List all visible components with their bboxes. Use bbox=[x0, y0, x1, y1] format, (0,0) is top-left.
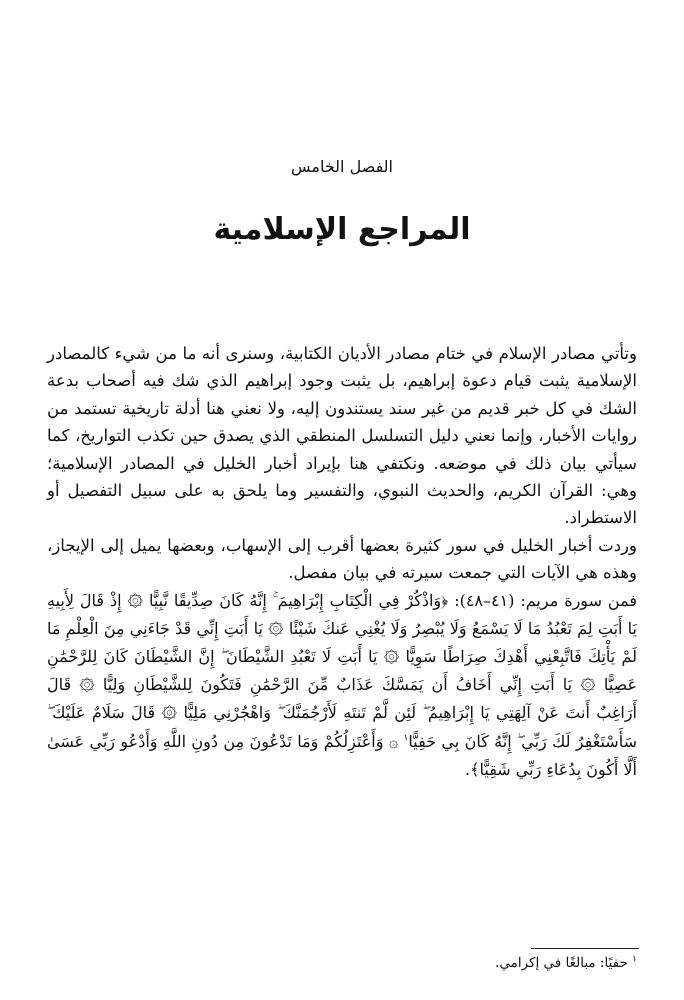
quran-passage bbox=[47, 587, 637, 784]
quran-intro: فمن سورة مريم: (٤١–٤٨): bbox=[454, 590, 637, 610]
chapter-label: الفصل الخامس bbox=[291, 157, 393, 176]
footnote-text: حفيًا: مبالغًا في إكرامي. bbox=[495, 955, 628, 971]
footnote-reference: ١ bbox=[403, 733, 409, 744]
paragraph-intro: وتأتي مصادر الإسلام في ختام مصادر الأديان الكتابية، وسنرى أنه ما من شيء كالمصادر الإسلامية يثبت قيام دعوة إبراهيم، بل يثبت وجود إبراهيم الذي شك فيه أصحاب بدعة الشك في كل خبر قديم من غير سند يستندون إليه، ولا نعني هنا أدلة تاريخية تستمد من روايات الأخبار، وإنما نعني دليل التسلسل المنطقي الذي يصدق حين تكذب التواريخ، كما سيأتي بيان ذلك في موضعه. ونكتفي هنا بإيراد أخبار الخليل في المصادر الإسلامية؛ وهي: القرآن الكريم، والحديث النبوي، والتفسير وما يلحق به على سبيل التفصيل أو الاستطراد. bbox=[47, 344, 637, 528]
quran-verses: ﴿وَاذْكُرْ فِي الْكِتَابِ إِبْرَاهِيمَ ۚ إِنَّهُ كَانَ صِدِّيقًا نَّبِيًّا ۞ إِذْ قَالَ لِأَبِيهِ يَا أَبَتِ لِمَ تَعْبُدُ مَا لَا يَسْمَعُ وَلَا يُبْصِرُ وَلَا يُغْنِي عَنكَ شَيْئًا ۞ يَا أَبَتِ إِنِّي قَدْ جَاءَنِي مِنَ الْعِلْمِ مَا لَمْ يَأْتِكَ فَاتَّبِعْنِي أَهْدِكَ صِرَاطًا سَوِيًّا ۞ يَا أَبَتِ لَا تَعْبُدِ الشَّيْطَانَ ۖ إِنَّ الشَّيْطَانَ كَانَ لِلرَّحْمَٰنِ عَصِيًّا ۞ يَا أَبَتِ إِنِّي أَخَافُ أَن يَمَسَّكَ عَذَابٌ مِّنَ الرَّحْمَٰنِ فَتَكُونَ لِلشَّيْطَانِ وَلِيًّا ۞ قَالَ أَرَاغِبٌ أَنتَ عَنْ آلِهَتِي يَا إِبْرَاهِيمُ ۖ لَئِن لَّمْ تَنتَهِ لَأَرْجُمَنَّكَ ۖ وَاهْجُرْنِي مَلِيًّا ۞ قَالَ سَلَامٌ عَلَيْكَ ۖ سَأَسْتَغْفِرُ لَكَ رَبِّي ۖ إِنَّهُ كَانَ بِي حَفِيًّا bbox=[47, 590, 637, 751]
footnote-marker: ١ bbox=[632, 954, 637, 965]
footnote-divider bbox=[531, 948, 639, 949]
body-text bbox=[47, 340, 637, 784]
chapter-title: المراجع الإسلامية bbox=[213, 212, 471, 247]
quran-verses-end: ۞ وَأَعْتَزِلُكُمْ وَمَا تَدْعُونَ مِن دُونِ اللَّهِ وَأَدْعُو رَبِّي عَسَىٰ أَلَّا أَكُونَ بِدُعَاءِ رَبِّي شَقِيًّا﴾. bbox=[47, 731, 637, 779]
paragraph-khalil: وردت أخبار الخليل في سور كثيرة بعضها أقرب إلى الإسهاب، وبعضها يميل إلى الإيجاز، وهذه هي الآيات التي جمعت سيرته في بيان مفصل. bbox=[47, 535, 637, 583]
footnote bbox=[237, 952, 637, 974]
